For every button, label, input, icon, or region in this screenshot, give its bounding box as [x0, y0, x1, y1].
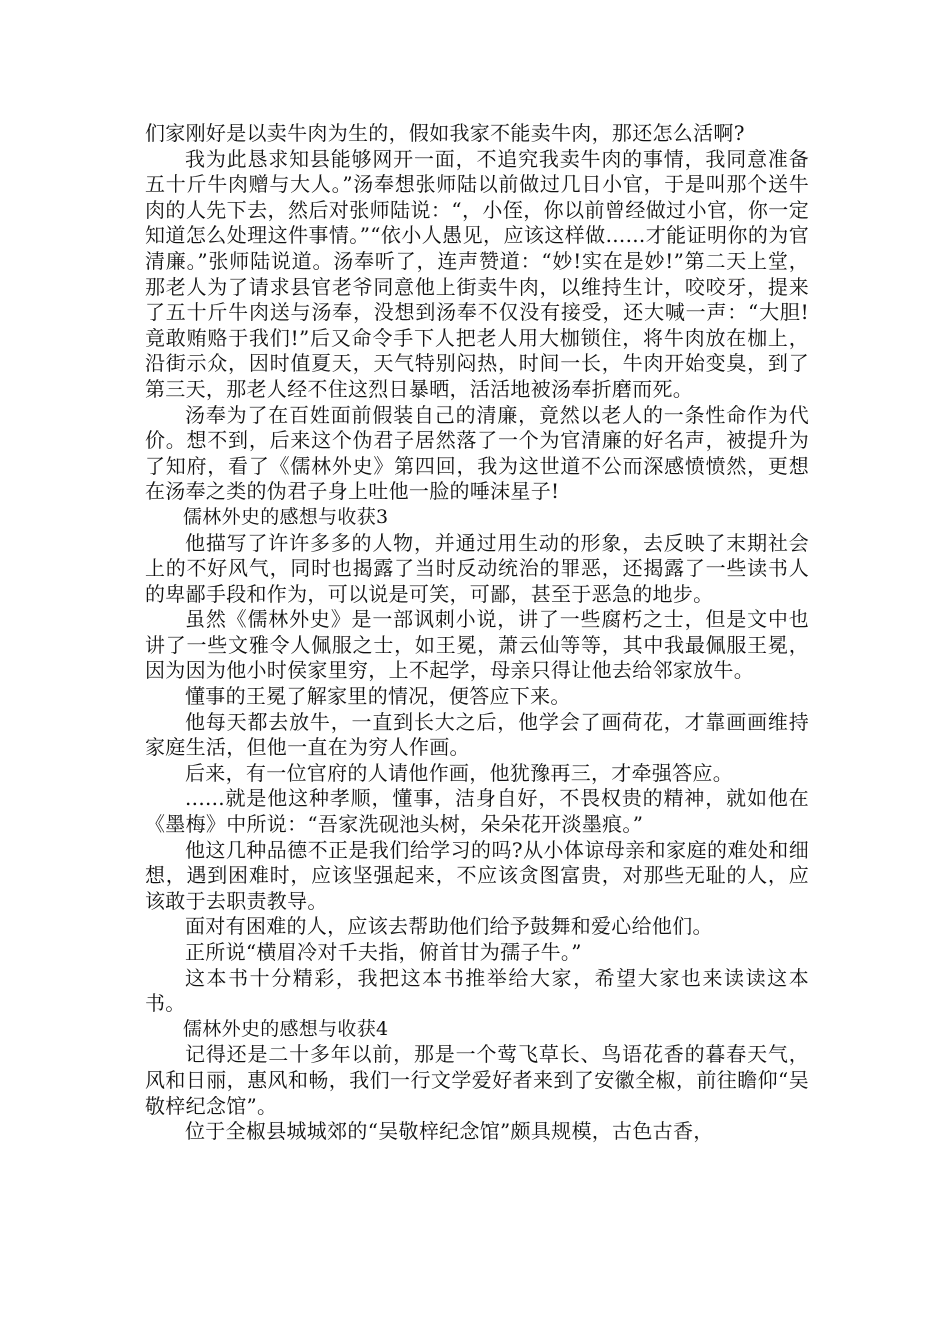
paragraph: 汤奉为了在百姓面前假装自己的清廉，竟然以老人的一条性命作为代价。想不到，后来这个伪君子居然落了一个为官清廉的好名声，被提升为了知府，看了《儒林外史》第四回，我为这世道不公而深感愤愤然，更想在汤奉之类的伪君子身上吐他一脸的唾沫星子!: [145, 402, 809, 504]
document-body: [145, 121, 809, 1145]
section-heading-4: 儒林外史的感想与收获4: [183, 1017, 389, 1040]
paragraph: 我为此恳求知县能够网开一面，不追究我卖牛肉的事情，我同意准备五十斤牛肉赠与大人。”汤奉想张师陆以前做过几日小官，于是叫那个送牛肉的人先下去，然后对张师陆说：“，小侄，你以前曾经做过小官，你一定知道怎么处理这件事情。”“依小人愚见，应该这样做......才能证明你的为官清廉。”张师陆说道。汤奉听了，连声赞道：“妙!实在是妙!”第二天上堂，那老人为了请求县官老爷同意他上街卖牛肉，以维持生计，咬咬牙，提来了五十斤牛肉送与汤奉，没想到汤奉不仅没有接受，还大喊一声：“大胆!竟敢贿赂于我们!”后又命令手下人把老人用大枷锁住，将牛肉放在枷上，沿街示众，因时值夏天，天气特别闷热，时间一长，牛肉开始变臭，到了第三天，那老人经不住这烈日暴晒，活活地被汤奉折磨而死。: [145, 146, 809, 401]
paragraph: 记得还是二十多年以前，那是一个莺飞草长、鸟语花香的暮春天气，风和日丽，惠风和畅，我们一行文学爱好者来到了安徽全椒，前往瞻仰“吴敬梓纪念馆”。: [145, 1042, 809, 1118]
paragraph: 他每天都去放牛，一直到长大之后，他学会了画荷花，才靠画画维持家庭生活，但他一直在为穷人作画。: [145, 709, 809, 760]
paragraph: 虽然《儒林外史》是一部讽刺小说，讲了一些腐朽之士，但是文中也讲了一些文雅令人佩服之士，如王冕，萧云仙等等，其中我最佩服王冕，因为因为他小时侯家里穷，上不起学，母亲只得让他去给邻家放牛。: [145, 607, 809, 683]
paragraph: 面对有困难的人，应该去帮助他们给予鼓舞和爱心给他们。: [185, 914, 713, 939]
paragraph: 他描写了许许多多的人物，并通过用生动的形象，去反映了末期社会上的不好风气，同时也揭露了当时反动统治的罪恶，还揭露了一些读书人的卑鄙手段和作为，可以说是可笑，可鄙，甚至于恶急的地步。: [145, 530, 809, 606]
paragraph: 正所说“横眉冷对千夫指，俯首甘为孺子牛。”: [185, 940, 582, 964]
paragraph-continued: 们家刚好是以卖牛肉为生的，假如我家不能卖牛肉，那还怎么活啊?: [145, 121, 745, 145]
section-heading-3: 儒林外史的感想与收获3: [183, 505, 389, 528]
paragraph: ......就是他这种孝顺，懂事，洁身自好，不畏权贵的精神，就如他在《墨梅》中所说：“吾家洗砚池头树，朵朵花开淡墨痕。”: [145, 786, 809, 837]
paragraph: 这本书十分精彩，我把这本书推举给大家，希望大家也来读读这本书。: [145, 965, 809, 1016]
paragraph: 懂事的王冕了解家里的情况，便答应下来。: [185, 684, 571, 709]
paragraph: 后来，有一位官府的人请他作画，他犹豫再三，才牵强答应。: [185, 760, 734, 785]
paragraph: 位于全椒县城城郊的“吴敬梓纪念馆”颇具规模，古色古香，: [185, 1119, 714, 1144]
paragraph: 他这几种品德不正是我们给学习的吗?从小体谅母亲和家庭的难处和细想，遇到困难时，应该坚强起来，不应该贪图富贵，对那些无耻的人，应该敢于去职责教导。: [145, 837, 809, 913]
